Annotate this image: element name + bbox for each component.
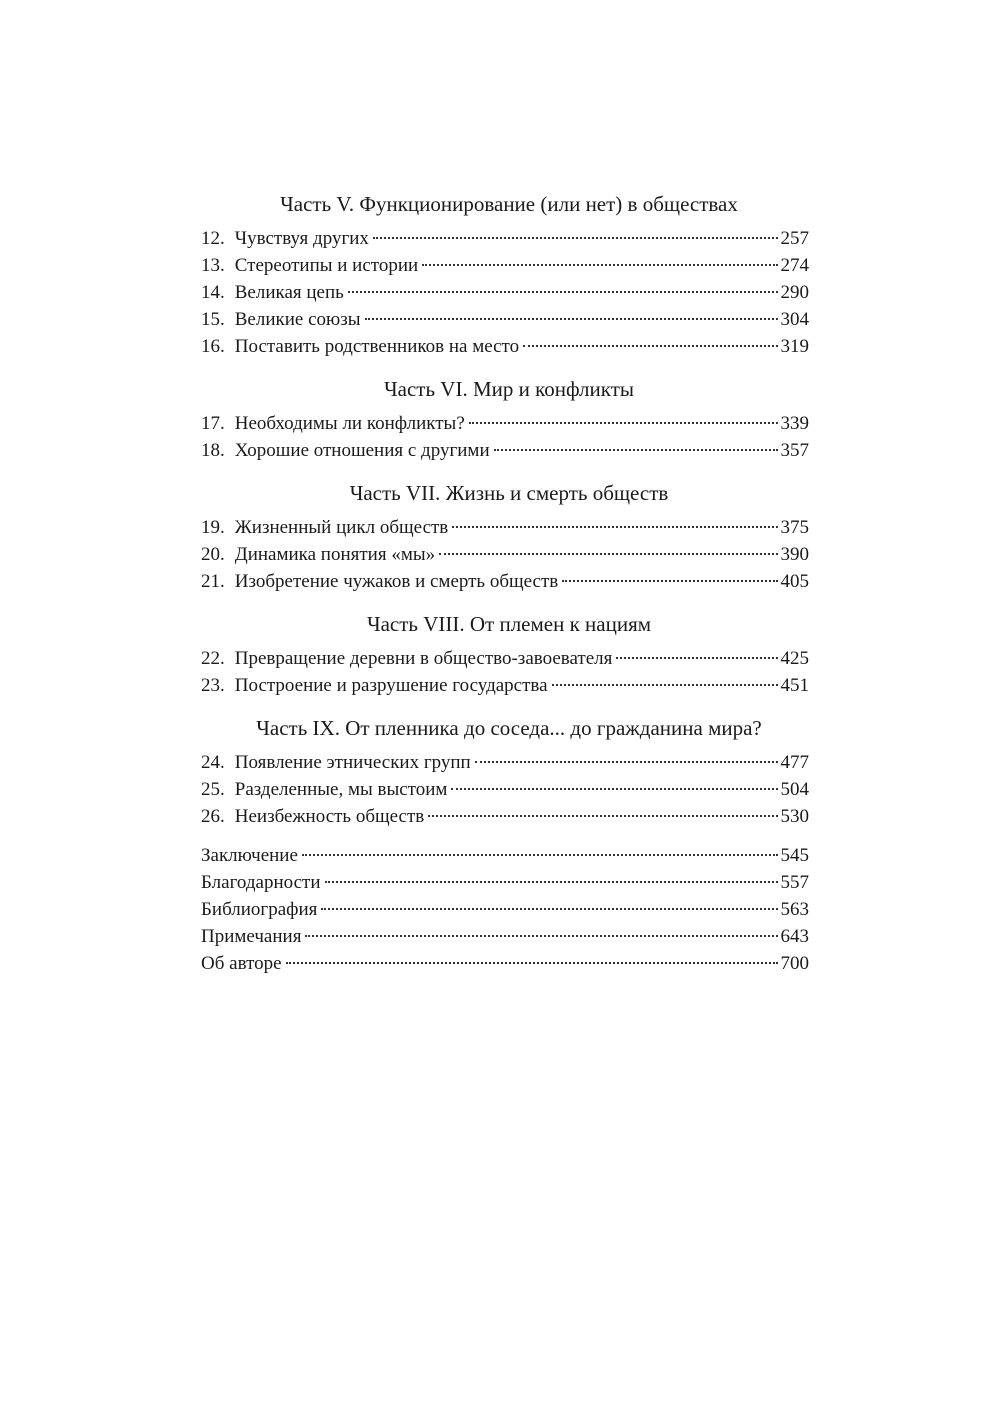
chapter-title: Поставить родственников на место [234,336,520,357]
chapter-number: 21. [201,571,225,592]
toc-entry[interactable] [201,225,809,252]
part-section [201,372,809,464]
page-number: 477 [780,752,809,773]
section-title: Благодарности [201,872,321,893]
chapter-number: 18. [201,440,225,461]
toc-entry[interactable] [201,437,809,464]
chapter-list [201,645,809,699]
part-section [201,607,809,699]
chapter-number: 16. [201,336,225,357]
toc-entry[interactable] [201,333,809,360]
section-title: Примечания [201,926,302,947]
toc-entry[interactable] [201,252,809,279]
dot-leader [616,657,777,659]
page-number: 530 [780,806,809,827]
toc-entry[interactable] [201,541,809,568]
page-number: 563 [780,899,809,920]
part-title: Часть IX. От пленника до соседа... до гражданина мира? [256,716,762,740]
chapter-title: Изобретение чужаков и смерть обществ [234,571,559,592]
page-number: 274 [780,255,809,276]
dot-leader [439,553,777,555]
chapter-number: 22. [201,648,225,669]
section-title: Заключение [201,845,298,866]
part-title: Часть VIII. От племен к нациям [366,612,652,636]
chapter-title: Великая цепь [234,282,344,303]
chapter-title: Неизбежность обществ [234,806,425,827]
chapter-title: Жизненный цикл обществ [234,517,449,538]
toc-entry[interactable] [201,950,809,977]
backmatter-list [201,842,809,977]
chapter-number: 19. [201,517,225,538]
chapter-number: 25. [201,779,225,800]
chapter-title: Разделенные, мы выстоим [234,779,448,800]
toc-entry[interactable] [201,803,809,830]
dot-leader [523,345,777,347]
page-number: 700 [780,953,809,974]
toc-entry[interactable] [201,645,809,672]
toc-entry[interactable] [201,869,809,896]
toc-entry[interactable] [201,749,809,776]
page-number: 319 [780,336,809,357]
page-number: 357 [780,440,809,461]
chapter-title: Хорошие отношения с другими [234,440,490,461]
part-title: Часть VII. Жизнь и смерть обществ [349,481,669,505]
chapter-number: 26. [201,806,225,827]
page-number: 504 [780,779,809,800]
section-title: Библиография [201,899,318,920]
part-section [201,711,809,830]
page-number: 425 [780,648,809,669]
dot-leader [494,449,778,451]
chapter-title: Превращение деревни в общество-завоевателя [234,648,613,669]
chapter-list [201,749,809,830]
chapter-list [201,410,809,464]
chapter-title: Необходимы ли конфликты? [234,413,465,434]
dot-leader [286,962,778,964]
page-number: 390 [780,544,809,565]
dot-leader [302,854,778,856]
dot-leader [475,761,778,763]
chapter-number: 12. [201,228,225,249]
toc-entry[interactable] [201,568,809,595]
dot-leader [451,788,777,790]
chapter-number: 15. [201,309,225,330]
toc-entry[interactable] [201,410,809,437]
chapter-list [201,225,809,360]
dot-leader [452,526,777,528]
page-number: 375 [780,517,809,538]
toc-entry[interactable] [201,514,809,541]
chapter-title: Стереотипы и истории [234,255,419,276]
chapter-number: 13. [201,255,225,276]
dot-leader [422,264,777,266]
dot-leader [562,580,777,582]
part-section [201,187,809,360]
chapter-title: Чувствуя других [234,228,369,249]
chapter-title: Построение и разрушение государства [234,675,548,696]
toc-entry[interactable] [201,923,809,950]
dot-leader [321,908,777,910]
page-number: 290 [780,282,809,303]
table-of-contents [201,187,809,977]
chapter-number: 24. [201,752,225,773]
page-number: 643 [780,926,809,947]
chapter-number: 23. [201,675,225,696]
dot-leader [365,318,778,320]
page-number: 257 [780,228,809,249]
part-section [201,476,809,595]
chapter-list [201,514,809,595]
dot-leader [373,237,778,239]
dot-leader [552,684,778,686]
chapter-title: Появление этнических групп [234,752,471,773]
page-number: 304 [780,309,809,330]
chapter-number: 20. [201,544,225,565]
page-number: 545 [780,845,809,866]
toc-entry[interactable] [201,896,809,923]
page-number: 405 [780,571,809,592]
toc-entry[interactable] [201,306,809,333]
part-title: Часть VI. Мир и конфликты [384,377,634,401]
toc-entry[interactable] [201,672,809,699]
section-title: Об авторе [201,953,282,974]
dot-leader [325,881,778,883]
part-title: Часть V. Функционирование (или нет) в обществах [280,192,738,216]
dot-leader [348,291,778,293]
page-number: 557 [780,872,809,893]
chapter-number: 17. [201,413,225,434]
toc-entry[interactable] [201,842,809,869]
toc-entry[interactable] [201,776,809,803]
dot-leader [305,935,777,937]
toc-entry[interactable] [201,279,809,306]
page-number: 339 [780,413,809,434]
chapter-title: Великие союзы [234,309,361,330]
chapter-number: 14. [201,282,225,303]
dot-leader [469,422,778,424]
dot-leader [428,815,777,817]
chapter-title: Динамика понятия «мы» [234,544,436,565]
page-number: 451 [780,675,809,696]
